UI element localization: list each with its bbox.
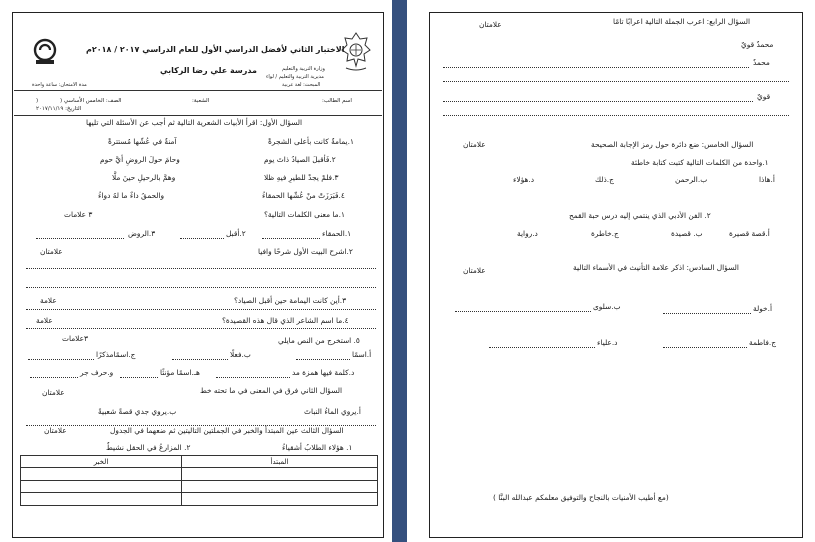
- answer-line[interactable]: [262, 238, 320, 239]
- word-3: ٣.الروض: [128, 229, 156, 238]
- exam-page-left: [0, 0, 392, 542]
- table-cell[interactable]: [181, 468, 377, 480]
- verse-2a: ٢.فَأقبلَ الصيادُ ذاتَ يوم: [264, 155, 336, 164]
- q5-title: السؤال الخامس: ضع دائرة حول رمز الإجابة الصحيحة: [591, 140, 754, 149]
- q1-part2-prompt: ٢.اشرح البيت الأول شرحًا وافيا: [258, 247, 353, 256]
- q4-word-1: محمدٌ: [753, 58, 770, 67]
- section-label: الشعبة:: [192, 98, 210, 104]
- q1-part1-marks: ٣ علامات: [64, 210, 93, 219]
- extract-f: و.حرف جر: [80, 368, 114, 377]
- q6-item-b: ب.سلوى: [593, 302, 621, 311]
- answer-line[interactable]: [489, 347, 595, 348]
- q1-part2-marks: علامتان: [40, 247, 63, 256]
- answer-line[interactable]: [443, 67, 749, 68]
- exam-page-right: [407, 0, 815, 542]
- q1-part1-prompt: ١.ما معنى الكلمات التالية؟: [264, 210, 345, 219]
- q5-opt2-b[interactable]: ب. قصيدة: [671, 229, 703, 238]
- answer-line[interactable]: [180, 238, 224, 239]
- q6-item-a: أ.خولة: [753, 304, 773, 313]
- answer-line[interactable]: [663, 347, 747, 348]
- q5-opt1-b[interactable]: ب.الرحمن: [675, 175, 708, 184]
- verse-1b: آمنةٌ في عُشّها مُستترةْ: [108, 137, 177, 146]
- answer-line[interactable]: [26, 268, 376, 269]
- q1-part4-marks: علامة: [36, 316, 53, 325]
- q5-opt1-d[interactable]: د.هؤلاء: [513, 175, 535, 184]
- answer-line[interactable]: [443, 81, 789, 82]
- answer-line[interactable]: [36, 238, 124, 239]
- exam-date: التاريخ: ٢٠١٧/١١/١٩: [36, 106, 82, 112]
- answer-line[interactable]: [26, 287, 376, 288]
- exam-duration: مدة الامتحان: ساعة واحدة: [32, 82, 87, 88]
- verse-2b: وحامَ حولَ الروضِ أيَّ حوم: [100, 155, 180, 164]
- q6-item-d: د.علياء: [597, 338, 618, 347]
- answer-line[interactable]: [663, 313, 751, 314]
- page-gutter: [392, 0, 407, 542]
- verse-4a: ٤.فَبَرَزَتْ منْ عُشّها الحمقاءُ: [262, 191, 345, 200]
- q5-marks: علامتان: [463, 140, 486, 149]
- table-cell[interactable]: [181, 480, 377, 492]
- table-header-predicate: الخبر: [21, 456, 182, 468]
- school-name: مدرسة علي رضا الركابي: [160, 66, 257, 75]
- q4-word-2: قويٌ: [757, 92, 771, 101]
- q3-sentence-2: ٢. المزارعُ في الحقل نشيطٌ: [106, 443, 191, 452]
- q2-sentence-b: ب.يروي جدي قصةً شعبيةً: [98, 407, 177, 416]
- table-row: [21, 493, 378, 505]
- answer-line[interactable]: [172, 359, 228, 360]
- verse-4b: والحمقُ داءٌ ما لهُ دواءُ: [98, 191, 165, 200]
- answer-line[interactable]: [455, 311, 591, 312]
- subject-predicate-table: [20, 455, 378, 506]
- footer-wishes: (مع أطيب الأمنيات بالنجاح والتوفيق معلمكم عبدالله البنَّا ): [493, 493, 669, 502]
- school-logo-icon: [30, 38, 60, 66]
- answer-line[interactable]: [28, 359, 94, 360]
- table-cell[interactable]: [21, 480, 182, 492]
- q5-opt1-a[interactable]: أ.هاذا: [759, 175, 775, 184]
- word-1: ١.الحمقاء: [322, 229, 352, 238]
- q6-title: السؤال السادس: اذكر علامة التأنيث في الأسماء التالية: [573, 263, 739, 272]
- q1-part4-prompt: ٤.ما اسم الشاعر الذي قال هذه القصيدة؟: [222, 316, 349, 325]
- ministry-name: وزارة التربية والتعليم: [282, 66, 325, 72]
- extract-a: أ.اسمًا: [352, 350, 372, 359]
- q5-sub2: ٢. الفن الأدبي الذي ينتمي إليه درس حبة القمح: [569, 211, 711, 220]
- q5-sub1: ١.واحدة من الكلمات التالية كتبت كتابة خاطئة: [631, 158, 769, 167]
- grade-label: الصف: الخامس الأساسي (: [60, 98, 122, 104]
- answer-line[interactable]: [443, 101, 753, 102]
- q3-title: السؤال الثالث عين المبتدأ والخبر في الجملتين التاليتين ثم ضعهما في الجدول: [110, 426, 344, 435]
- verse-3a: ٣.فلمْ يجدْ للطيرِ فيهِ ظلا: [264, 173, 339, 182]
- answer-line[interactable]: [26, 309, 376, 310]
- table-row: [21, 480, 378, 492]
- q5-opt2-c[interactable]: ج.خاطرة: [591, 229, 619, 238]
- answer-line[interactable]: [296, 359, 350, 360]
- table-cell[interactable]: [181, 493, 377, 505]
- q2-marks: علامتان: [42, 388, 65, 397]
- student-name-label: اسم الطالب:: [322, 98, 352, 104]
- table-row: [21, 468, 378, 480]
- verse-1a: ١.يمامةٌ كانت بأعلى الشجرةْ: [268, 137, 354, 146]
- table-cell[interactable]: [21, 468, 182, 480]
- extract-c: ج.اسمًامذكرًا: [96, 350, 136, 359]
- extract-b: ب.فعلًا: [230, 350, 251, 359]
- q4-title: السؤال الرابع: اعرب الجملة التالية اعرابًا تامًا: [613, 17, 751, 26]
- q3-sentence-1: ١. هؤلاء الطلابُ أشقياءُ: [282, 443, 353, 452]
- q1-part5-marks: ٣علامات: [62, 334, 88, 343]
- q2-sentence-a: أ.يروي الماءُ النباتَ: [304, 407, 361, 416]
- word-2: ٢.أقبل: [226, 229, 246, 238]
- q5-opt2-a[interactable]: أ.قصة قصيرة: [729, 229, 770, 238]
- table-cell[interactable]: [21, 493, 182, 505]
- extract-d: د.كلمة فيها همزة مد: [292, 368, 355, 377]
- header-divider: [14, 90, 382, 91]
- q1-part3-prompt: ٣.أين كانت اليمامة حين أقبل الصياد؟: [234, 296, 347, 305]
- answer-line[interactable]: [26, 328, 376, 329]
- q5-opt2-d[interactable]: د.رواية: [517, 229, 538, 238]
- grade-bracket: ): [36, 98, 39, 104]
- table-header-subject: المبتدأ: [181, 456, 377, 468]
- directorate-name: مديرية التربية والتعليم / لواء: [266, 74, 324, 80]
- q1-part3-marks: علامة: [40, 296, 57, 305]
- answer-line[interactable]: [443, 115, 789, 116]
- header-divider-2: [14, 115, 382, 116]
- q1-part5-prompt: ٥. استخرج من النص مايلي: [278, 336, 360, 345]
- q1-title: السؤال الأول: اقرأ الأبيات الشعرية التالية ثم أجب عن الأسئلة التي تليها: [86, 118, 303, 127]
- q2-title: السؤال الثاني فرق في المعنى في ما تحته خط: [200, 386, 343, 395]
- answer-line[interactable]: [216, 377, 290, 378]
- subject-line: المبحث: لغة عربية: [282, 82, 321, 88]
- extract-e: هـ.اسمًا مؤنثًا: [160, 368, 200, 377]
- verse-3b: وهمَّ بالرحيلِ حينَ ملَّا: [112, 173, 176, 182]
- answer-line[interactable]: [120, 377, 158, 378]
- q6-item-c: ج.فاطمة: [749, 338, 777, 347]
- q3-marks: علامتان: [44, 426, 67, 435]
- answer-line[interactable]: [30, 377, 78, 378]
- exam-title: الاختبار الثاني لأفضل الدراسي الأول للعام الدراسي ٢٠١٧ / ٢٠١٨م: [86, 45, 345, 54]
- q4-sentence: محمدٌ قويٌ: [741, 40, 774, 49]
- q5-opt1-c[interactable]: ج.ذلك: [595, 175, 614, 184]
- q6-marks: علامتان: [463, 266, 486, 275]
- q4-marks: علامتان: [479, 20, 502, 29]
